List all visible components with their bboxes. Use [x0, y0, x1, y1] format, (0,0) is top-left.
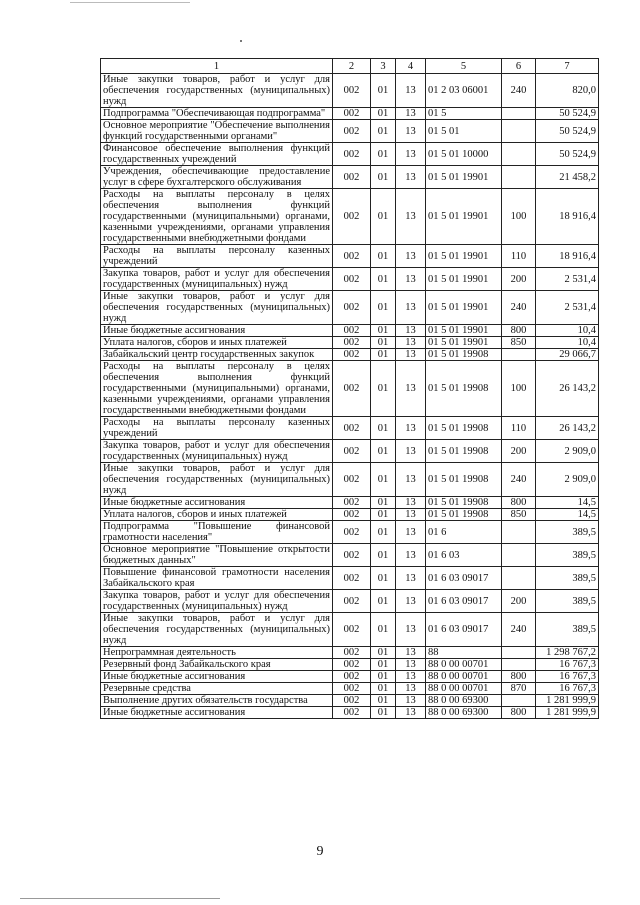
amount-cell: 2 531,4 — [536, 268, 599, 291]
amount-cell: 21 458,2 — [536, 166, 599, 189]
expense-type-code-cell — [502, 143, 536, 166]
target-article-code-cell: 01 5 01 19901 — [426, 268, 502, 291]
ministry-code-cell: 002 — [333, 590, 371, 613]
table-row — [101, 143, 599, 166]
section-code-cell: 01 — [371, 143, 396, 166]
amount-cell: 820,0 — [536, 74, 599, 108]
target-article-code-cell: 88 0 00 00701 — [426, 683, 502, 695]
amount-cell: 26 143,2 — [536, 361, 599, 417]
header-col-3: 3 — [371, 59, 396, 74]
target-article-code-cell: 01 6 03 09017 — [426, 590, 502, 613]
scan-speck — [240, 40, 242, 42]
item-name-cell: Закупка товаров, работ и услуг для обеспечения государственных (муниципальных) нужд — [101, 590, 333, 613]
table-row — [101, 497, 599, 509]
subsection-code-cell: 13 — [396, 659, 426, 671]
subsection-code-cell: 13 — [396, 325, 426, 337]
expense-type-code-cell: 800 — [502, 497, 536, 509]
expense-type-code-cell: 800 — [502, 671, 536, 683]
section-code-cell: 01 — [371, 325, 396, 337]
amount-cell: 10,4 — [536, 325, 599, 337]
item-name-cell: Резервный фонд Забайкальского края — [101, 659, 333, 671]
item-name-cell: Иные бюджетные ассигнования — [101, 497, 333, 509]
amount-cell: 18 916,4 — [536, 245, 599, 268]
table-row — [101, 440, 599, 463]
subsection-code-cell: 13 — [396, 120, 426, 143]
subsection-code-cell: 13 — [396, 268, 426, 291]
amount-cell: 10,4 — [536, 337, 599, 349]
item-name-cell: Иные закупки товаров, работ и услуг для обеспечения государственных (муниципальных) нужд — [101, 463, 333, 497]
target-article-code-cell: 01 5 01 19901 — [426, 245, 502, 268]
table-row — [101, 683, 599, 695]
item-name-cell: Основное мероприятие "Обеспечение выполнения функций государственными органами" — [101, 120, 333, 143]
item-name-cell: Расходы на выплаты персоналу казенных учреждений — [101, 417, 333, 440]
target-article-code-cell: 01 5 01 19901 — [426, 189, 502, 245]
subsection-code-cell: 13 — [396, 613, 426, 647]
table-row — [101, 659, 599, 671]
section-code-cell: 01 — [371, 521, 396, 544]
expense-type-code-cell — [502, 166, 536, 189]
amount-cell: 389,5 — [536, 567, 599, 590]
section-code-cell: 01 — [371, 683, 396, 695]
amount-cell: 16 767,3 — [536, 659, 599, 671]
target-article-code-cell: 88 0 00 69300 — [426, 707, 502, 719]
target-article-code-cell: 01 6 — [426, 521, 502, 544]
ministry-code-cell: 002 — [333, 509, 371, 521]
expense-type-code-cell — [502, 659, 536, 671]
item-name-cell: Закупка товаров, работ и услуг для обеспечения государственных (муниципальных) нужд — [101, 440, 333, 463]
expense-type-code-cell — [502, 695, 536, 707]
expense-type-code-cell — [502, 349, 536, 361]
target-article-code-cell: 01 5 01 10000 — [426, 143, 502, 166]
subsection-code-cell: 13 — [396, 647, 426, 659]
section-code-cell: 01 — [371, 463, 396, 497]
item-name-cell: Иные бюджетные ассигнования — [101, 325, 333, 337]
table-row — [101, 647, 599, 659]
section-code-cell: 01 — [371, 108, 396, 120]
amount-cell: 50 524,9 — [536, 143, 599, 166]
top-scan-rule — [70, 2, 190, 3]
subsection-code-cell: 13 — [396, 440, 426, 463]
item-name-cell: Выполнение других обязательств государства — [101, 695, 333, 707]
item-name-cell: Повышение финансовой грамотности населения Забайкальского края — [101, 567, 333, 590]
target-article-code-cell: 01 6 03 — [426, 544, 502, 567]
section-code-cell: 01 — [371, 647, 396, 659]
ministry-code-cell: 002 — [333, 268, 371, 291]
target-article-code-cell: 01 5 01 19908 — [426, 349, 502, 361]
section-code-cell: 01 — [371, 291, 396, 325]
item-name-cell: Иные закупки товаров, работ и услуг для обеспечения государственных (муниципальных) нужд — [101, 291, 333, 325]
item-name-cell: Иные бюджетные ассигнования — [101, 671, 333, 683]
subsection-code-cell: 13 — [396, 544, 426, 567]
amount-cell: 16 767,3 — [536, 671, 599, 683]
table-row — [101, 671, 599, 683]
amount-cell: 50 524,9 — [536, 108, 599, 120]
expense-type-code-cell — [502, 567, 536, 590]
ministry-code-cell: 002 — [333, 325, 371, 337]
target-article-code-cell: 88 0 00 00701 — [426, 671, 502, 683]
ministry-code-cell: 002 — [333, 417, 371, 440]
ministry-code-cell: 002 — [333, 245, 371, 268]
target-article-code-cell: 01 5 — [426, 108, 502, 120]
amount-cell: 389,5 — [536, 521, 599, 544]
table-row — [101, 291, 599, 325]
target-article-code-cell: 01 6 03 09017 — [426, 613, 502, 647]
ministry-code-cell: 002 — [333, 166, 371, 189]
table-row — [101, 544, 599, 567]
item-name-cell: Закупка товаров, работ и услуг для обеспечения государственных (муниципальных) нужд — [101, 268, 333, 291]
amount-cell: 389,5 — [536, 613, 599, 647]
expense-type-code-cell: 110 — [502, 417, 536, 440]
subsection-code-cell: 13 — [396, 567, 426, 590]
ministry-code-cell: 002 — [333, 659, 371, 671]
subsection-code-cell: 13 — [396, 361, 426, 417]
header-col-7: 7 — [536, 59, 599, 74]
ministry-code-cell: 002 — [333, 74, 371, 108]
target-article-code-cell: 01 5 01 19901 — [426, 166, 502, 189]
ministry-code-cell: 002 — [333, 647, 371, 659]
section-code-cell: 01 — [371, 245, 396, 268]
amount-cell: 389,5 — [536, 544, 599, 567]
expense-type-code-cell: 200 — [502, 268, 536, 291]
amount-cell: 389,5 — [536, 590, 599, 613]
section-code-cell: 01 — [371, 707, 396, 719]
item-name-cell: Финансовое обеспечение выполнения функций государственных учреждений — [101, 143, 333, 166]
subsection-code-cell: 13 — [396, 707, 426, 719]
section-code-cell: 01 — [371, 166, 396, 189]
table-row — [101, 166, 599, 189]
table-header — [101, 59, 599, 74]
section-code-cell: 01 — [371, 361, 396, 417]
section-code-cell: 01 — [371, 417, 396, 440]
section-code-cell: 01 — [371, 695, 396, 707]
ministry-code-cell: 002 — [333, 291, 371, 325]
subsection-code-cell: 13 — [396, 695, 426, 707]
section-code-cell: 01 — [371, 189, 396, 245]
target-article-code-cell: 01 5 01 19908 — [426, 463, 502, 497]
expense-type-code-cell — [502, 647, 536, 659]
target-article-code-cell: 01 6 03 09017 — [426, 567, 502, 590]
subsection-code-cell: 13 — [396, 417, 426, 440]
item-name-cell: Основное мероприятие "Повышение открытости бюджетных данных" — [101, 544, 333, 567]
table-row — [101, 707, 599, 719]
expense-type-code-cell: 800 — [502, 707, 536, 719]
table-row — [101, 268, 599, 291]
amount-cell: 26 143,2 — [536, 417, 599, 440]
item-name-cell: Расходы на выплаты персоналу казенных учреждений — [101, 245, 333, 268]
table-row — [101, 521, 599, 544]
ministry-code-cell: 002 — [333, 337, 371, 349]
expense-type-code-cell: 200 — [502, 590, 536, 613]
subsection-code-cell: 13 — [396, 521, 426, 544]
ministry-code-cell: 002 — [333, 671, 371, 683]
ministry-code-cell: 002 — [333, 349, 371, 361]
target-article-code-cell: 01 5 01 19908 — [426, 497, 502, 509]
ministry-code-cell: 002 — [333, 189, 371, 245]
expense-type-code-cell: 200 — [502, 440, 536, 463]
table-row — [101, 613, 599, 647]
table-row — [101, 74, 599, 108]
section-code-cell: 01 — [371, 544, 396, 567]
amount-cell: 2 909,0 — [536, 463, 599, 497]
target-article-code-cell: 88 0 00 69300 — [426, 695, 502, 707]
ministry-code-cell: 002 — [333, 120, 371, 143]
expense-type-code-cell — [502, 521, 536, 544]
section-code-cell: 01 — [371, 509, 396, 521]
expense-type-code-cell: 100 — [502, 189, 536, 245]
section-code-cell: 01 — [371, 671, 396, 683]
table-row — [101, 337, 599, 349]
item-name-cell: Расходы на выплаты персоналу в целях обеспечения выполнения функций государственными (муниципальными) органами, казенными учреждениями, органами управления государственными внебюджетными фондами — [101, 189, 333, 245]
item-name-cell: Иные бюджетные ассигнования — [101, 707, 333, 719]
ministry-code-cell: 002 — [333, 613, 371, 647]
table-body — [101, 74, 599, 719]
table-row — [101, 361, 599, 417]
amount-cell: 2 531,4 — [536, 291, 599, 325]
subsection-code-cell: 13 — [396, 143, 426, 166]
expense-type-code-cell: 110 — [502, 245, 536, 268]
item-name-cell: Уплата налогов, сборов и иных платежей — [101, 337, 333, 349]
header-col-1: 1 — [101, 59, 333, 74]
amount-cell: 18 916,4 — [536, 189, 599, 245]
ministry-code-cell: 002 — [333, 463, 371, 497]
item-name-cell: Уплата налогов, сборов и иных платежей — [101, 509, 333, 521]
section-code-cell: 01 — [371, 659, 396, 671]
amount-cell: 14,5 — [536, 509, 599, 521]
table-row — [101, 325, 599, 337]
expense-type-code-cell: 100 — [502, 361, 536, 417]
ministry-code-cell: 002 — [333, 567, 371, 590]
subsection-code-cell: 13 — [396, 245, 426, 268]
target-article-code-cell: 01 2 03 06001 — [426, 74, 502, 108]
table-row — [101, 349, 599, 361]
subsection-code-cell: 13 — [396, 683, 426, 695]
subsection-code-cell: 13 — [396, 108, 426, 120]
page-number: 9 — [316, 844, 324, 859]
item-name-cell: Забайкальский центр государственных закупок — [101, 349, 333, 361]
table-row — [101, 108, 599, 120]
expense-type-code-cell: 870 — [502, 683, 536, 695]
subsection-code-cell: 13 — [396, 497, 426, 509]
amount-cell: 1 298 767,2 — [536, 647, 599, 659]
section-code-cell: 01 — [371, 349, 396, 361]
table-row — [101, 509, 599, 521]
expense-type-code-cell — [502, 108, 536, 120]
header-col-6: 6 — [502, 59, 536, 74]
table-row — [101, 120, 599, 143]
section-code-cell: 01 — [371, 74, 396, 108]
amount-cell: 14,5 — [536, 497, 599, 509]
expense-type-code-cell: 240 — [502, 613, 536, 647]
item-name-cell: Иные закупки товаров, работ и услуг для обеспечения государственных (муниципальных) нужд — [101, 74, 333, 108]
subsection-code-cell: 13 — [396, 166, 426, 189]
subsection-code-cell: 13 — [396, 509, 426, 521]
item-name-cell: Непрограммная деятельность — [101, 647, 333, 659]
ministry-code-cell: 002 — [333, 683, 371, 695]
target-article-code-cell: 88 0 00 00701 — [426, 659, 502, 671]
amount-cell: 2 909,0 — [536, 440, 599, 463]
target-article-code-cell: 88 — [426, 647, 502, 659]
section-code-cell: 01 — [371, 120, 396, 143]
target-article-code-cell: 01 5 01 19901 — [426, 291, 502, 325]
expense-type-code-cell: 850 — [502, 337, 536, 349]
header-col-2: 2 — [333, 59, 371, 74]
amount-cell: 29 066,7 — [536, 349, 599, 361]
ministry-code-cell: 002 — [333, 497, 371, 509]
table-row — [101, 463, 599, 497]
ministry-code-cell: 002 — [333, 440, 371, 463]
expense-type-code-cell: 240 — [502, 291, 536, 325]
amount-cell: 50 524,9 — [536, 120, 599, 143]
target-article-code-cell: 01 5 01 19908 — [426, 417, 502, 440]
target-article-code-cell: 01 5 01 19908 — [426, 440, 502, 463]
table-row — [101, 590, 599, 613]
ministry-code-cell: 002 — [333, 108, 371, 120]
section-code-cell: 01 — [371, 590, 396, 613]
table-row — [101, 567, 599, 590]
subsection-code-cell: 13 — [396, 189, 426, 245]
section-code-cell: 01 — [371, 497, 396, 509]
target-article-code-cell: 01 5 01 19901 — [426, 325, 502, 337]
budget-table — [100, 58, 599, 719]
expense-type-code-cell: 240 — [502, 463, 536, 497]
expense-type-code-cell — [502, 544, 536, 567]
section-code-cell: 01 — [371, 337, 396, 349]
bottom-scan-rule — [20, 898, 220, 899]
item-name-cell: Расходы на выплаты персоналу в целях обеспечения выполнения функций государственными (муниципальными) органами, казенными учреждениями, органами управления государственными внебюджетными фондами — [101, 361, 333, 417]
target-article-code-cell: 01 5 01 19908 — [426, 509, 502, 521]
expense-type-code-cell: 800 — [502, 325, 536, 337]
table-row — [101, 417, 599, 440]
item-name-cell: Подпрограмма "Повышение финансовой грамотности населения" — [101, 521, 333, 544]
ministry-code-cell: 002 — [333, 143, 371, 166]
section-code-cell: 01 — [371, 567, 396, 590]
table-row — [101, 695, 599, 707]
header-col-4: 4 — [396, 59, 426, 74]
section-code-cell: 01 — [371, 440, 396, 463]
item-name-cell: Учреждения, обеспечивающие предоставление услуг в сфере бухгалтерского обслуживания — [101, 166, 333, 189]
table-row — [101, 189, 599, 245]
subsection-code-cell: 13 — [396, 337, 426, 349]
item-name-cell: Резервные средства — [101, 683, 333, 695]
subsection-code-cell: 13 — [396, 671, 426, 683]
expense-type-code-cell: 850 — [502, 509, 536, 521]
expense-type-code-cell: 240 — [502, 74, 536, 108]
ministry-code-cell: 002 — [333, 695, 371, 707]
header-col-5: 5 — [426, 59, 502, 74]
ministry-code-cell: 002 — [333, 544, 371, 567]
ministry-code-cell: 002 — [333, 361, 371, 417]
subsection-code-cell: 13 — [396, 590, 426, 613]
table-row — [101, 245, 599, 268]
target-article-code-cell: 01 5 01 19908 — [426, 361, 502, 417]
ministry-code-cell: 002 — [333, 521, 371, 544]
target-article-code-cell: 01 5 01 — [426, 120, 502, 143]
section-code-cell: 01 — [371, 613, 396, 647]
amount-cell: 16 767,3 — [536, 683, 599, 695]
subsection-code-cell: 13 — [396, 74, 426, 108]
subsection-code-cell: 13 — [396, 349, 426, 361]
expense-type-code-cell — [502, 120, 536, 143]
section-code-cell: 01 — [371, 268, 396, 291]
target-article-code-cell: 01 5 01 19901 — [426, 337, 502, 349]
amount-cell: 1 281 999,9 — [536, 707, 599, 719]
item-name-cell: Подпрограмма "Обеспечивающая подпрограмма" — [101, 108, 333, 120]
ministry-code-cell: 002 — [333, 707, 371, 719]
item-name-cell: Иные закупки товаров, работ и услуг для обеспечения государственных (муниципальных) нужд — [101, 613, 333, 647]
header-row — [101, 59, 599, 74]
subsection-code-cell: 13 — [396, 463, 426, 497]
subsection-code-cell: 13 — [396, 291, 426, 325]
amount-cell: 1 281 999,9 — [536, 695, 599, 707]
